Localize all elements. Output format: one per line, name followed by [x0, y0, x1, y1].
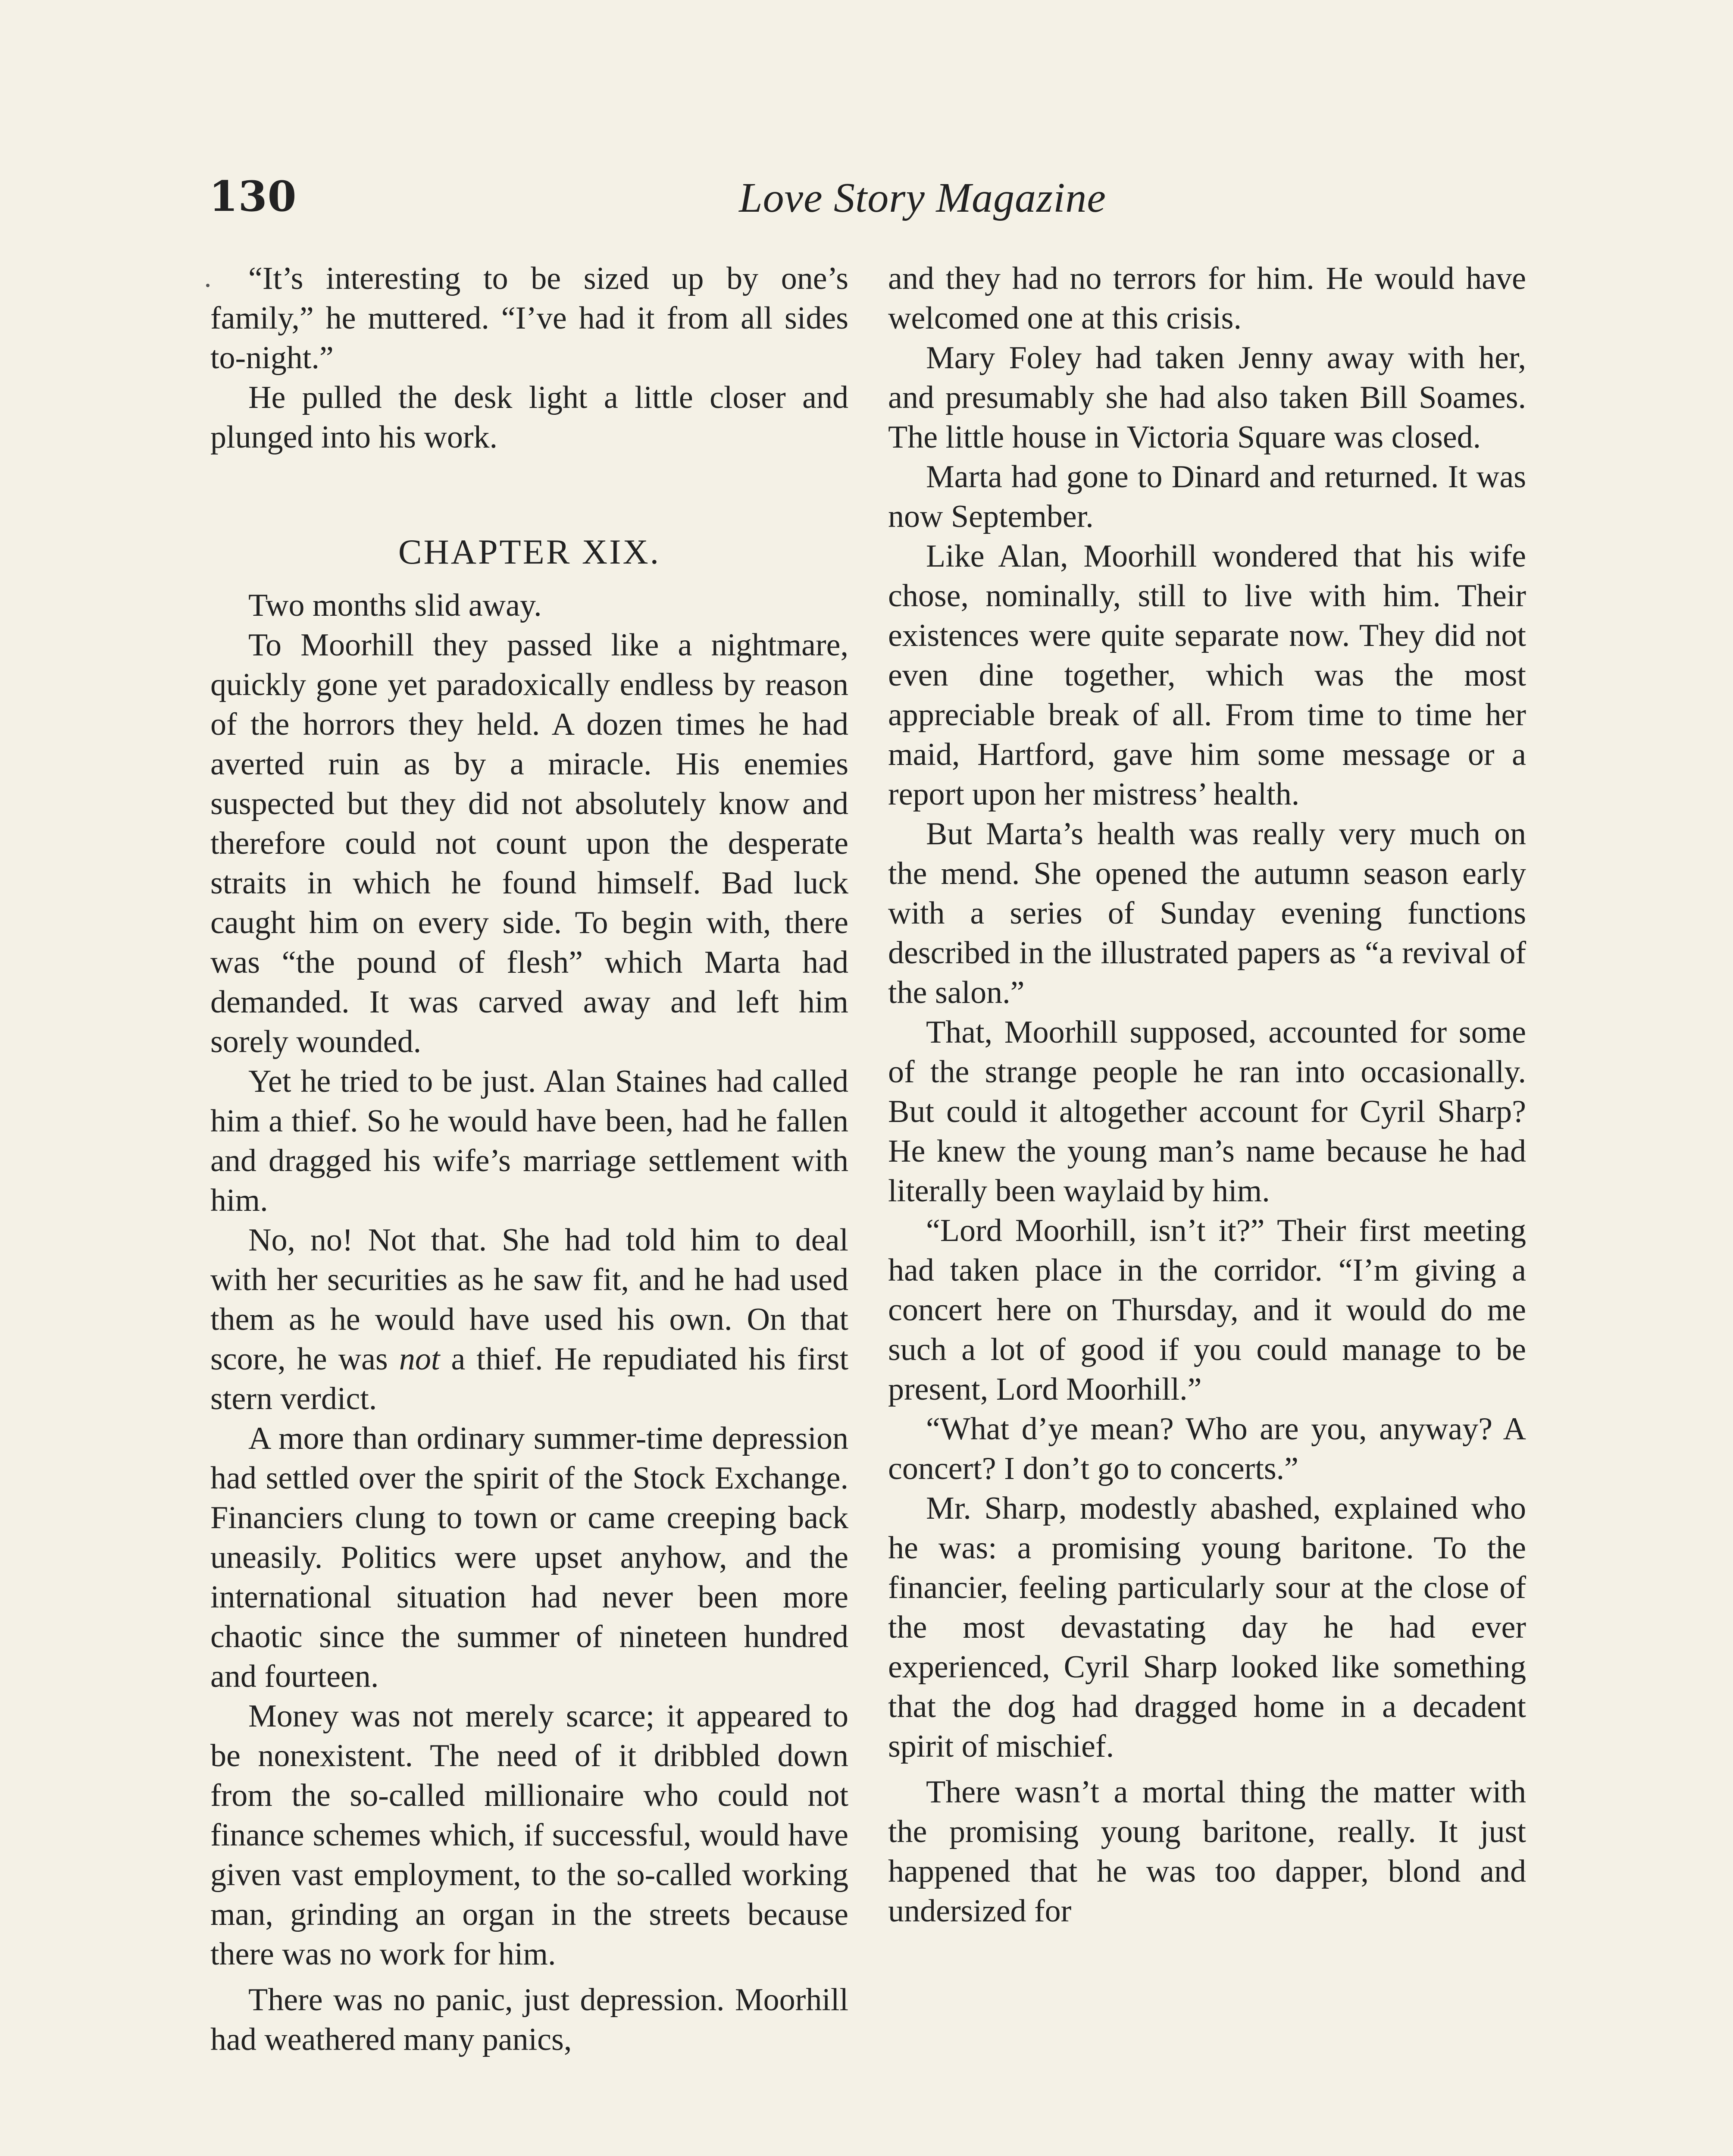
paragraph: Mr. Sharp, modestly abashed, explained who he was: a promising young baritone. To the financier, feeling particularly sour at the close of the most devastating day he had ever experienced, Cyril Sharp looked like something that the dog had dragged home in a decadent spirit of mischief.: [888, 1491, 1526, 1764]
paragraph: A more than ordinary summer-time depression had settled over the spirit of the Stock Exchange. Financiers clung to town or came creeping back uneasily. Politics were upset anyhow, and the international situation had never been more chaotic since the summer of nineteen hundred and fourteen.: [210, 1421, 848, 1694]
magazine-title: Love Story Magazine: [739, 175, 1106, 221]
chapter-heading: CHAPTER XIX.: [398, 532, 661, 571]
paragraph: There was no panic, just depression. Moorhill had weathered many panics,: [210, 1982, 848, 2057]
paragraph: “What d’ye mean? Who are you, anyway? A concert? I don’t go to concerts.”: [888, 1411, 1526, 1486]
stray-mark: [206, 284, 210, 287]
paragraph: Marta had gone to Dinard and returned. It was now September.: [888, 459, 1526, 534]
right-column: [888, 259, 1526, 1931]
paragraph: Mary Foley had taken Jenny away with her, and presumably she had also taken Bill Soames. The little house in Victoria Square was closed.: [888, 340, 1526, 455]
paragraph: That, Moorhill supposed, accounted for some of the strange people he ran into occasionally. But could it altogether account for Cyril Sharp? He knew the young man’s name because he had literally been waylaid by him.: [888, 1015, 1526, 1209]
paragraph: Money was not merely scarce; it appeared to be nonexistent. The need of it dribbled down from the so-called millionaire who could not finance schemes which, if successful, would have given vast employment, to the so-called working man, grinding an organ in the streets because there was no work for him.: [210, 1698, 848, 1972]
paragraph: Two months slid away.: [248, 588, 542, 623]
left-column: [210, 259, 848, 2059]
paragraph: He pulled the desk light a little closer and plunged into his work.: [210, 380, 848, 455]
paragraph: To Moorhill they passed like a nightmare, quickly gone yet paradoxically endless by reason of the horrors they held. A dozen times he had averted ruin as by a miracle. His enemies suspected but they did not absolutely know and therefore could not count upon the desperate straits in which he found himself. Bad luck caught him on every side. To begin with, there was “the pound of flesh” which Marta had demanded. It was carved away and left him sorely wounded.: [210, 627, 848, 1059]
paragraph: “It’s interesting to be sized up by one’s family,” he muttered. “I’ve had it from all sides to-night.”: [210, 261, 848, 376]
paragraph: But Marta’s health was really very much on the mend. She opened the autumn season early with a series of Sunday evening functions described in the illustrated papers as “a revival of the salon.”: [888, 816, 1526, 1010]
paragraph: Like Alan, Moorhill wondered that his wife chose, nominally, still to live with him. Their existences were quite separate now. They did not even dine together, which was the most appreciable break of all. From time to time her maid, Hartford, gave him some message or a report upon her mistress’ health.: [888, 539, 1526, 812]
page-number: 130: [209, 172, 297, 221]
paragraph-continuation: and they had no terrors for him. He would have welcomed one at this crisis.: [888, 261, 1526, 336]
italic-word: not: [399, 1341, 440, 1377]
paragraph-text: No, no! Not that. She had told him to deal with her securities as he saw fit, and he had used them as he would have used his own. On that score, he was: [210, 1222, 848, 1377]
paragraph: [210, 1220, 848, 1419]
paragraph: Yet he tried to be just. Alan Staines had called him a thief. So he would have been, had he fallen and dragged his wife’s marriage settlement with him.: [210, 1064, 848, 1218]
paragraph: “Lord Moorhill, isn’t it?” Their first meeting had taken place in the corridor. “I’m giving a concert here on Thursday, and it would do me such a lot of good if you could manage to be present, Lord Moorhill.”: [888, 1213, 1526, 1407]
paragraph-text: a thief. He repudiated his first stern verdict.: [210, 1341, 849, 1416]
paragraph: There wasn’t a mortal thing the matter with the promising young baritone, really. It just happened that he was too dapper, blond and undersized for: [888, 1774, 1526, 1929]
